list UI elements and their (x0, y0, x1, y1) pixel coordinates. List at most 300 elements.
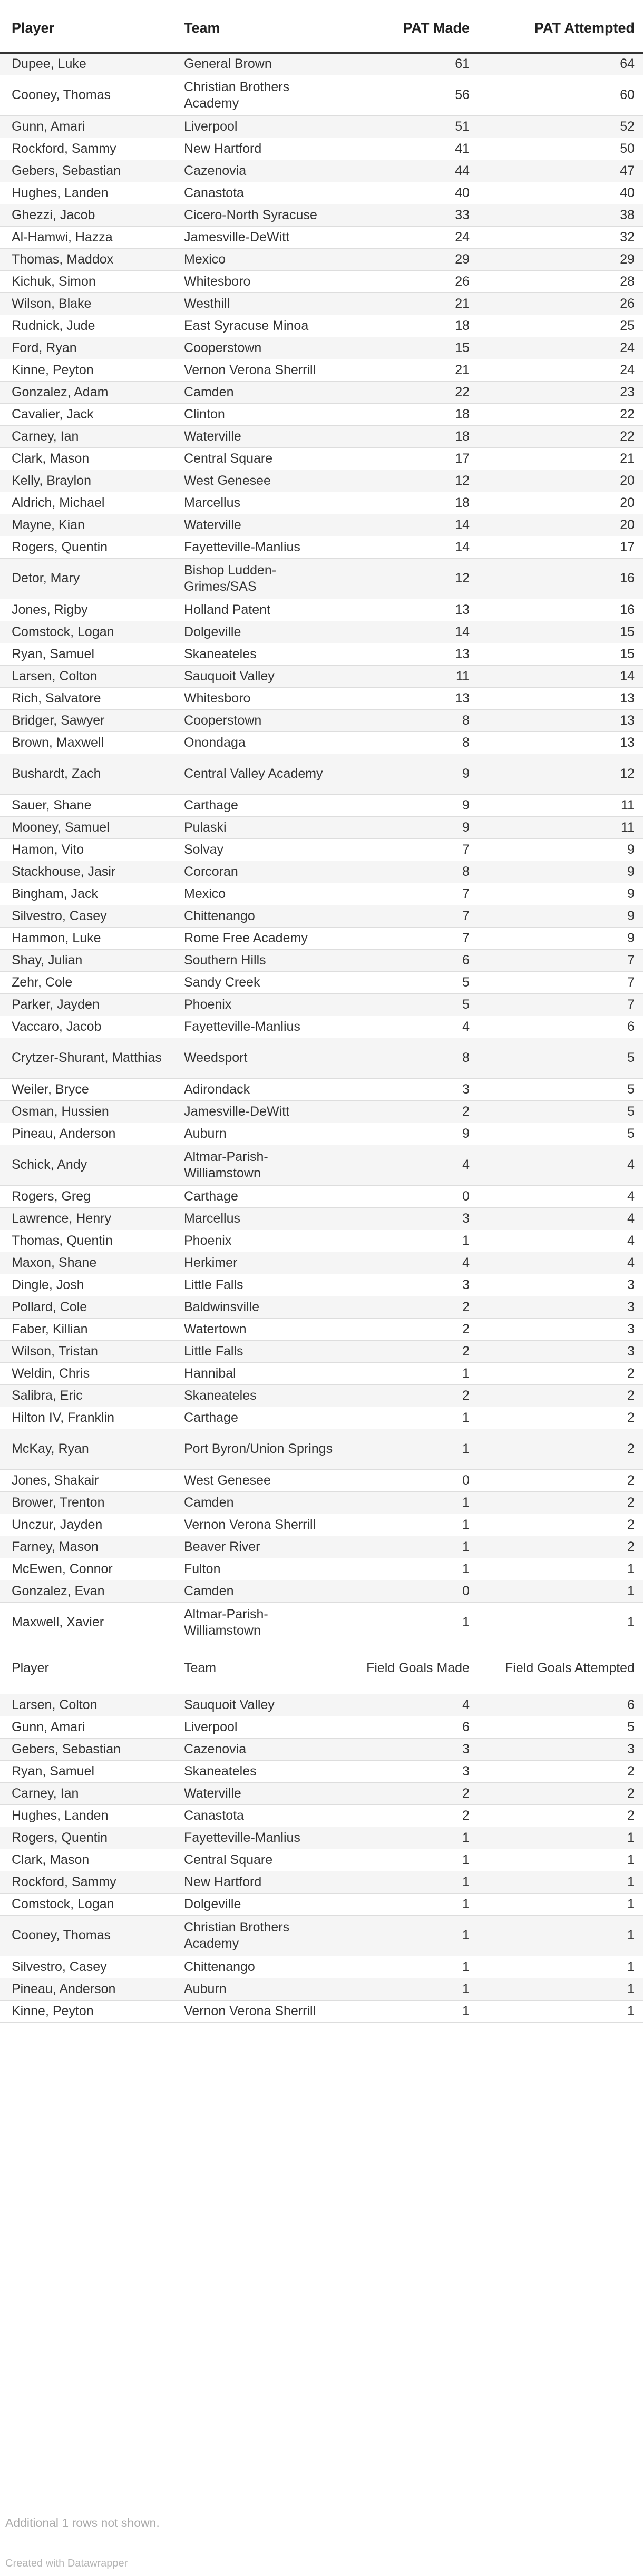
made-cell: 1 (346, 1230, 478, 1252)
team-cell: Altmar-Parish-Williamstown (172, 1145, 346, 1185)
attempted-cell: 3 (478, 1274, 643, 1296)
made-cell: 4 (346, 1016, 478, 1038)
player-cell: Kichuk, Simon (0, 270, 172, 292)
attempted-cell: 7 (478, 971, 643, 993)
player-cell: Pineau, Anderson (0, 1123, 172, 1145)
player-cell: Rogers, Quentin (0, 536, 172, 558)
team-cell: Jamesville-DeWitt (172, 1100, 346, 1123)
fg-table-row (0, 1915, 643, 1956)
pat-table-row (0, 927, 643, 949)
player-cell: Weiler, Bryce (0, 1078, 172, 1100)
made-cell: 13 (346, 643, 478, 665)
attempted-cell: 2 (478, 1536, 643, 1558)
fg-table-row (0, 2000, 643, 2022)
player-cell: Bingham, Jack (0, 883, 172, 905)
player-cell: Detor, Mary (0, 558, 172, 599)
made-cell: 22 (346, 381, 478, 403)
rows-not-shown-note: Additional 1 rows not shown. (5, 2516, 160, 2530)
attempted-cell: 14 (478, 665, 643, 687)
made-cell: 1 (346, 1602, 478, 1643)
made-cell: 7 (346, 927, 478, 949)
attempted-cell: 2 (478, 1469, 643, 1491)
player-cell: Rogers, Quentin (0, 1827, 172, 1849)
attempted-cell: 64 (478, 53, 643, 75)
attempted-cell: 2 (478, 1804, 643, 1827)
pat-table-row (0, 1123, 643, 1145)
player-cell: Cooney, Thomas (0, 75, 172, 115)
team-cell: Chittenango (172, 905, 346, 927)
made-cell: 1 (346, 1491, 478, 1514)
pat-table-row (0, 816, 643, 838)
made-cell: 14 (346, 621, 478, 643)
attempted-cell: 4 (478, 1145, 643, 1185)
player-cell: Parker, Jayden (0, 993, 172, 1016)
made-cell: 2 (346, 1384, 478, 1407)
pat-table-row (0, 337, 643, 359)
player-cell: Rudnick, Jude (0, 315, 172, 337)
attempted-cell: 9 (478, 861, 643, 883)
team-cell: Camden (172, 381, 346, 403)
player-cell: Clark, Mason (0, 1849, 172, 1871)
attempted-cell: 6 (478, 1016, 643, 1038)
made-cell: 18 (346, 403, 478, 425)
pat-table-row (0, 1185, 643, 1207)
pat-table-row (0, 1252, 643, 1274)
pat-table-row (0, 731, 643, 754)
player-cell: Gebers, Sebastian (0, 160, 172, 182)
attempted-cell: 1 (478, 1558, 643, 1580)
attempted-cell: 13 (478, 731, 643, 754)
made-cell: 0 (346, 1185, 478, 1207)
made-cell: 14 (346, 536, 478, 558)
team-cell: Marcellus (172, 1207, 346, 1230)
attempted-cell: 3 (478, 1738, 643, 1760)
fg-header-attempted[interactable]: Field Goals Attempted (478, 1643, 643, 1694)
attempted-cell: 38 (478, 204, 643, 226)
pat-table-row (0, 160, 643, 182)
attempted-cell: 26 (478, 292, 643, 315)
attempted-cell: 12 (478, 754, 643, 794)
pat-table-row (0, 1407, 643, 1429)
fg-table-row (0, 1978, 643, 2000)
fg-table-row (0, 1760, 643, 1782)
player-cell: Schick, Andy (0, 1145, 172, 1185)
team-cell: Hannibal (172, 1362, 346, 1384)
player-cell: Aldrich, Michael (0, 492, 172, 514)
team-cell: Baldwinsville (172, 1296, 346, 1318)
pat-table-row (0, 447, 643, 470)
fg-table-row (0, 1871, 643, 1893)
attempted-cell: 9 (478, 905, 643, 927)
pat-table-row (0, 754, 643, 794)
made-cell: 5 (346, 993, 478, 1016)
made-cell: 18 (346, 492, 478, 514)
team-cell: Central Square (172, 1849, 346, 1871)
made-cell: 2 (346, 1318, 478, 1340)
made-cell: 6 (346, 949, 478, 971)
fg-table-row (0, 1716, 643, 1738)
player-cell: Weldin, Chris (0, 1362, 172, 1384)
pat-table-row (0, 75, 643, 115)
player-cell: Hilton IV, Franklin (0, 1407, 172, 1429)
pat-table-row (0, 292, 643, 315)
pat-table-row (0, 226, 643, 248)
team-cell: Westhill (172, 292, 346, 315)
made-cell: 7 (346, 905, 478, 927)
player-cell: Cavalier, Jack (0, 403, 172, 425)
team-cell: Christian Brothers Academy (172, 1915, 346, 1956)
attempted-cell: 4 (478, 1207, 643, 1230)
pat-table-row (0, 359, 643, 381)
attempted-cell: 22 (478, 403, 643, 425)
attempted-cell: 6 (478, 1694, 643, 1716)
pat-table-row (0, 1296, 643, 1318)
player-cell: Mooney, Samuel (0, 816, 172, 838)
made-cell: 1 (346, 1536, 478, 1558)
team-cell: Holland Patent (172, 599, 346, 621)
player-cell: Comstock, Logan (0, 1893, 172, 1915)
attempted-cell: 4 (478, 1185, 643, 1207)
made-cell: 1 (346, 1514, 478, 1536)
attempted-cell: 1 (478, 1893, 643, 1915)
team-cell: Dolgeville (172, 1893, 346, 1915)
attempted-cell: 15 (478, 621, 643, 643)
made-cell: 41 (346, 138, 478, 160)
team-cell: Cazenovia (172, 160, 346, 182)
player-cell: Ryan, Samuel (0, 643, 172, 665)
team-cell: Jamesville-DeWitt (172, 226, 346, 248)
player-cell: Thomas, Maddox (0, 248, 172, 270)
made-cell: 1 (346, 1849, 478, 1871)
made-cell: 2 (346, 1296, 478, 1318)
team-cell: Waterville (172, 1782, 346, 1804)
team-cell: Watertown (172, 1318, 346, 1340)
made-cell: 2 (346, 1340, 478, 1362)
player-cell: Lawrence, Henry (0, 1207, 172, 1230)
fg-table-row (0, 1849, 643, 1871)
player-cell: Clark, Mason (0, 447, 172, 470)
player-cell: Gebers, Sebastian (0, 1738, 172, 1760)
pat-table-row (0, 794, 643, 816)
team-cell: Rome Free Academy (172, 927, 346, 949)
made-cell: 12 (346, 470, 478, 492)
made-cell: 9 (346, 1123, 478, 1145)
player-cell: Dupee, Luke (0, 53, 172, 75)
pat-table-row (0, 949, 643, 971)
team-cell: Canastota (172, 182, 346, 204)
team-cell: Corcoran (172, 861, 346, 883)
made-cell: 1 (346, 1558, 478, 1580)
player-cell: Al-Hamwi, Hazza (0, 226, 172, 248)
player-cell: Dingle, Josh (0, 1274, 172, 1296)
player-cell: Brown, Maxwell (0, 731, 172, 754)
player-cell: Carney, Ian (0, 425, 172, 447)
attempted-cell: 4 (478, 1252, 643, 1274)
made-cell: 9 (346, 754, 478, 794)
player-cell: Wilson, Blake (0, 292, 172, 315)
team-cell: New Hartford (172, 1871, 346, 1893)
player-cell: Hughes, Landen (0, 182, 172, 204)
team-cell: Sauquoit Valley (172, 665, 346, 687)
made-cell: 7 (346, 883, 478, 905)
made-cell: 9 (346, 794, 478, 816)
made-cell: 2 (346, 1100, 478, 1123)
player-cell: Wilson, Tristan (0, 1340, 172, 1362)
player-cell: Sauer, Shane (0, 794, 172, 816)
attempted-cell: 3 (478, 1318, 643, 1340)
fg-table-row (0, 1738, 643, 1760)
player-cell: Farney, Mason (0, 1536, 172, 1558)
pat-table-row (0, 536, 643, 558)
made-cell: 1 (346, 1871, 478, 1893)
player-cell: Ghezzi, Jacob (0, 204, 172, 226)
team-cell: Liverpool (172, 115, 346, 138)
attempted-cell: 1 (478, 1978, 643, 2000)
player-cell: Faber, Killian (0, 1318, 172, 1340)
team-cell: Central Square (172, 447, 346, 470)
attempted-cell: 4 (478, 1230, 643, 1252)
attempted-cell: 9 (478, 838, 643, 861)
team-cell: Weedsport (172, 1038, 346, 1078)
fg-header-team[interactable]: Team (172, 1643, 346, 1694)
attempted-cell: 20 (478, 514, 643, 536)
pat-table-row (0, 599, 643, 621)
team-cell: East Syracuse Minoa (172, 315, 346, 337)
team-cell: Vernon Verona Sherrill (172, 359, 346, 381)
pat-table-row (0, 270, 643, 292)
team-cell: Mexico (172, 248, 346, 270)
pat-table-row (0, 1580, 643, 1602)
player-cell: Ford, Ryan (0, 337, 172, 359)
player-cell: Kinne, Peyton (0, 359, 172, 381)
made-cell: 9 (346, 816, 478, 838)
player-cell: Brower, Trenton (0, 1491, 172, 1514)
pat-table-row (0, 643, 643, 665)
made-cell: 2 (346, 1782, 478, 1804)
made-cell: 44 (346, 160, 478, 182)
attempted-cell: 16 (478, 558, 643, 599)
team-cell: Cicero-North Syracuse (172, 204, 346, 226)
made-cell: 7 (346, 838, 478, 861)
attempted-cell: 23 (478, 381, 643, 403)
pat-header-team[interactable]: Team (172, 0, 346, 53)
team-cell: Mexico (172, 883, 346, 905)
made-cell: 4 (346, 1694, 478, 1716)
attempted-cell: 32 (478, 226, 643, 248)
team-cell: West Genesee (172, 470, 346, 492)
attempted-cell: 21 (478, 447, 643, 470)
team-cell: Cazenovia (172, 1738, 346, 1760)
pat-table-row (0, 1469, 643, 1491)
attempted-cell: 3 (478, 1296, 643, 1318)
player-cell: Maxon, Shane (0, 1252, 172, 1274)
pat-table-row (0, 1207, 643, 1230)
attempted-cell: 2 (478, 1760, 643, 1782)
made-cell: 24 (346, 226, 478, 248)
player-cell: Osman, Hussien (0, 1100, 172, 1123)
team-cell: Onondaga (172, 731, 346, 754)
team-cell: Whitesboro (172, 270, 346, 292)
made-cell: 17 (346, 447, 478, 470)
fg-table-row (0, 1694, 643, 1716)
team-cell: Fayetteville-Manlius (172, 536, 346, 558)
team-cell: Waterville (172, 425, 346, 447)
player-cell: Thomas, Quentin (0, 1230, 172, 1252)
attempted-cell: 5 (478, 1038, 643, 1078)
attempted-cell: 2 (478, 1782, 643, 1804)
team-cell: Chittenango (172, 1956, 346, 1978)
fg-header-made[interactable]: Field Goals Made (346, 1643, 478, 1694)
attempted-cell: 1 (478, 1956, 643, 1978)
attempted-cell: 20 (478, 470, 643, 492)
attempted-cell: 7 (478, 993, 643, 1016)
player-cell: Jones, Shakair (0, 1469, 172, 1491)
made-cell: 18 (346, 425, 478, 447)
player-cell: Hamon, Vito (0, 838, 172, 861)
team-cell: Camden (172, 1491, 346, 1514)
pat-table-row (0, 993, 643, 1016)
team-cell: Skaneateles (172, 643, 346, 665)
made-cell: 3 (346, 1274, 478, 1296)
player-cell: Larsen, Colton (0, 665, 172, 687)
made-cell: 61 (346, 53, 478, 75)
team-cell: Beaver River (172, 1536, 346, 1558)
player-cell: Rogers, Greg (0, 1185, 172, 1207)
attempted-cell: 24 (478, 359, 643, 381)
attempted-cell: 50 (478, 138, 643, 160)
attempted-cell: 47 (478, 160, 643, 182)
made-cell: 56 (346, 75, 478, 115)
pat-table-row (0, 621, 643, 643)
pat-table-row (0, 381, 643, 403)
player-cell: Hughes, Landen (0, 1804, 172, 1827)
made-cell: 8 (346, 709, 478, 731)
made-cell: 21 (346, 292, 478, 315)
team-cell: Christian Brothers Academy (172, 75, 346, 115)
team-cell: Fulton (172, 1558, 346, 1580)
pat-table-row (0, 1340, 643, 1362)
made-cell: 13 (346, 687, 478, 709)
attempted-cell: 1 (478, 1871, 643, 1893)
player-cell: Rockford, Sammy (0, 1871, 172, 1893)
player-cell: Ryan, Samuel (0, 1760, 172, 1782)
pat-header-row (0, 0, 643, 53)
attempted-cell: 11 (478, 794, 643, 816)
made-cell: 4 (346, 1252, 478, 1274)
attempted-cell: 2 (478, 1491, 643, 1514)
made-cell: 18 (346, 315, 478, 337)
team-cell: Vernon Verona Sherrill (172, 1514, 346, 1536)
player-cell: Gonzalez, Adam (0, 381, 172, 403)
pat-table-row (0, 1558, 643, 1580)
fg-table-row (0, 1827, 643, 1849)
attempted-cell: 28 (478, 270, 643, 292)
attempted-cell: 1 (478, 2000, 643, 2022)
attempted-cell: 17 (478, 536, 643, 558)
attempted-cell: 9 (478, 883, 643, 905)
pat-table-row (0, 470, 643, 492)
pat-table-row (0, 1100, 643, 1123)
pat-table-row (0, 1384, 643, 1407)
attempted-cell: 1 (478, 1915, 643, 1956)
player-cell: Gunn, Amari (0, 1716, 172, 1738)
player-cell: Larsen, Colton (0, 1694, 172, 1716)
pat-header-made[interactable]: PAT Made (346, 0, 478, 53)
player-cell: McEwen, Connor (0, 1558, 172, 1580)
attempted-cell: 15 (478, 643, 643, 665)
made-cell: 1 (346, 1915, 478, 1956)
attempted-cell: 9 (478, 927, 643, 949)
team-cell: Fayetteville-Manlius (172, 1827, 346, 1849)
pat-table-row (0, 1274, 643, 1296)
attempted-cell: 2 (478, 1384, 643, 1407)
made-cell: 40 (346, 182, 478, 204)
attempted-cell: 25 (478, 315, 643, 337)
team-cell: Vernon Verona Sherrill (172, 2000, 346, 2022)
player-cell: Comstock, Logan (0, 621, 172, 643)
pat-table-row (0, 514, 643, 536)
attempted-cell: 20 (478, 492, 643, 514)
attempted-cell: 13 (478, 687, 643, 709)
made-cell: 1 (346, 2000, 478, 2022)
attempted-cell: 11 (478, 816, 643, 838)
team-cell: Bishop Ludden-Grimes/SAS (172, 558, 346, 599)
made-cell: 3 (346, 1207, 478, 1230)
player-cell: Zehr, Cole (0, 971, 172, 993)
team-cell: New Hartford (172, 138, 346, 160)
pat-header-attempted[interactable]: PAT Attempted (478, 0, 643, 53)
attempted-cell: 3 (478, 1340, 643, 1362)
player-cell: Carney, Ian (0, 1782, 172, 1804)
made-cell: 33 (346, 204, 478, 226)
attempted-cell: 2 (478, 1407, 643, 1429)
pat-table-row (0, 1078, 643, 1100)
attempted-cell: 5 (478, 1123, 643, 1145)
player-cell: Salibra, Eric (0, 1384, 172, 1407)
player-cell: Stackhouse, Jasir (0, 861, 172, 883)
fg-header-row (0, 1643, 643, 1694)
pat-table-row (0, 709, 643, 731)
team-cell: Fayetteville-Manlius (172, 1016, 346, 1038)
player-cell: Mayne, Kian (0, 514, 172, 536)
team-cell: Waterville (172, 514, 346, 536)
team-cell: Solvay (172, 838, 346, 861)
player-cell: Vaccaro, Jacob (0, 1016, 172, 1038)
team-cell: Dolgeville (172, 621, 346, 643)
made-cell: 51 (346, 115, 478, 138)
team-cell: Port Byron/Union Springs (172, 1429, 346, 1469)
made-cell: 4 (346, 1145, 478, 1185)
made-cell: 26 (346, 270, 478, 292)
team-cell: Auburn (172, 1978, 346, 2000)
team-cell: Auburn (172, 1123, 346, 1145)
made-cell: 5 (346, 971, 478, 993)
fg-header-player[interactable]: Player (0, 1643, 172, 1694)
fg-table-row (0, 1893, 643, 1915)
team-cell: Canastota (172, 1804, 346, 1827)
pat-header-player[interactable]: Player (0, 0, 172, 53)
pat-table-row (0, 1016, 643, 1038)
attempted-cell: 7 (478, 949, 643, 971)
made-cell: 3 (346, 1760, 478, 1782)
made-cell: 11 (346, 665, 478, 687)
made-cell: 3 (346, 1738, 478, 1760)
made-cell: 8 (346, 731, 478, 754)
fg-table-row (0, 1804, 643, 1827)
player-cell: Silvestro, Casey (0, 1956, 172, 1978)
made-cell: 6 (346, 1716, 478, 1738)
team-cell: Camden (172, 1580, 346, 1602)
